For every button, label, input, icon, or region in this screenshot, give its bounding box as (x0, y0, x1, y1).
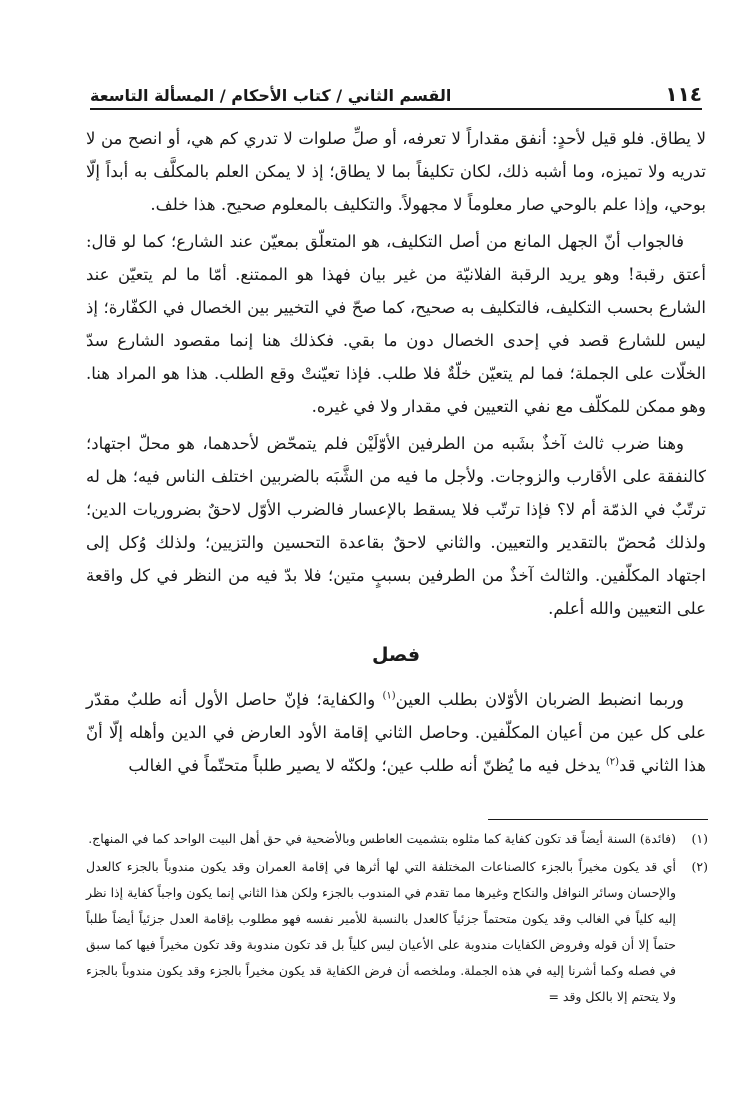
footnote-marker: (١) (691, 831, 708, 846)
paragraph-1: لا يطاق. فلو قيل لأحدٍ: أنفق مقداراً لا تعرفه، أو صلِّ صلوات لا تدري كم هي، أو انصح من لا تدريه ولا تميزه، وما أشبه ذلك، لكان تكليفاً بما لا يطاق؛ إذ لا يمكن العلم بالمكلَّف به أبداً إلّا بوحي، وإذا علم بالوحي صار معلوماً لا مجهولاً. والتكليف بالمعلوم صحيح. هذا خلف. (86, 129, 706, 214)
footnote-ref-1[interactable]: (١) (382, 690, 396, 702)
paragraph-4-part-2: والكفاية؛ فإنّ حاصل الأول أنه طلبٌ مقدّر على كل عين من أعيان المكلّفين. وحاصل الثاني إقامة الأود العارض في الدين وأهله إلّا أنّ هذا الثاني قد (86, 690, 706, 775)
paragraph-2: فالجواب أنّ الجهل المانع من أصل التكليف، هو المتعلّق بمعيّن عند الشارع؛ كما لو قال: أعتق رقبة! وهو يريد الرقبة الفلانيّة من غير بيان فهذا هو الممتنع. أمّا ما لم يتعيّن عند الشارع بحسب التكليف، فالتكليف به صحيح، كما صحّ في التخيير بين الخصال في الكفّارة؛ إذ ليس للشارع قصد في إحدى الخصال دون ما بقي. فكذلك هنا إنما مقصود الشارع سدّ الخلّات على الجملة؛ فما لم يتعيّن خلّةٌ فلا طلب. فإذا تعيّنتْ وقع الطلب. هذا هو المراد هنا. وهو ممكن للمكلّف مع نفي التعيين في مقدار ولا في غيره. (86, 232, 706, 416)
footnote-1 (86, 826, 708, 852)
running-header (90, 76, 702, 110)
footnote-separator (488, 819, 708, 820)
page-number: ١١٤ (665, 82, 702, 106)
paragraph-3: وهنا ضرب ثالث آخذٌ بشَبه من الطرفين الأوّلَيْن فلم يتمحّض لأحدهما، هو محلّ اجتهاد؛ كالنفقة على الأقارب والزوجات. ولأجل ما فيه من الشَّبَه بالضربين اختلف الناس فيه؛ هل له ترتّبٌ في الذمّة أم لا؟ فإذا ترتّب فلا يسقط بالإعسار فالضرب الأوّل لاحقٌ بضروريات الدين؛ ولذلك مُحضّ بالتقدير والتعيين. والثاني لاحقٌ بقاعدة التحسين والتزيين؛ ولذلك وُكل إلى اجتهاد المكلّفين. والثالث آخذٌ من الطرفين بسببٍ متين؛ فلا بدّ فيه من النظر في كل واقعة على التعيين والله أعلم. (86, 434, 706, 618)
paragraph-4 (86, 683, 706, 782)
footnote-text: أي قد يكون مخيراً بالجزء كالصناعات المختلفة التي لها أثرها في إقامة العمران وقد يكون مندوباً بالجزء كالعدل والإحسان وسائر النوافل والنكاح وغيرها مما تقدم في المندوب بالجزء ولكن هذا الثاني إنما يكون واجباً كفاية إذا نظر إليه كلياً في الغالب وقد يكون متحتماً جزئياً كالعدل بالنسبة للأمير نفسه فهو مطلوب بإقامة العدل جزئياً أيضاً طلباً حتماً إلا أن قوله وفروض الكفايات مندوبة على الأعيان ليس كلياً بل قد تكون مندوبة وقد تكون مخيراً فيها كما سبق في فصله وكما أشرنا إليه في هذه الجملة. وملخصه أن فرض الكفاية قد يكون مخيراً بالجزء وقد يكون مندوباً بالجزء ولا يتحتم إلا بالكل وقد = (86, 859, 676, 1004)
footnote-2 (86, 854, 708, 1010)
footnotes (86, 826, 708, 1012)
section-heading: فصل (371, 644, 421, 666)
paragraph-4-part-1: وربما انضبط الضربان الأوّلان بطلب العين (395, 690, 685, 709)
footnote-marker: (٢) (691, 859, 708, 874)
paragraph-4-part-3: يدخل فيه ما يُظنّ أنه طلب عين؛ ولكنّه لا يصير طلباً متحتّماً في الغالب (128, 756, 606, 775)
footnote-ref-2[interactable]: (٢) (605, 756, 620, 768)
main-text (86, 122, 706, 782)
footnote-text: (فائدة) السنة أيضاً قد تكون كفاية كما مثلوه بتشميت العاطس وبالأضحية في حق أهل البيت الواحد كما في المنهاج. (88, 831, 676, 846)
running-title: القسم الثاني / كتاب الأحكام / المسألة التاسعة (90, 86, 452, 105)
